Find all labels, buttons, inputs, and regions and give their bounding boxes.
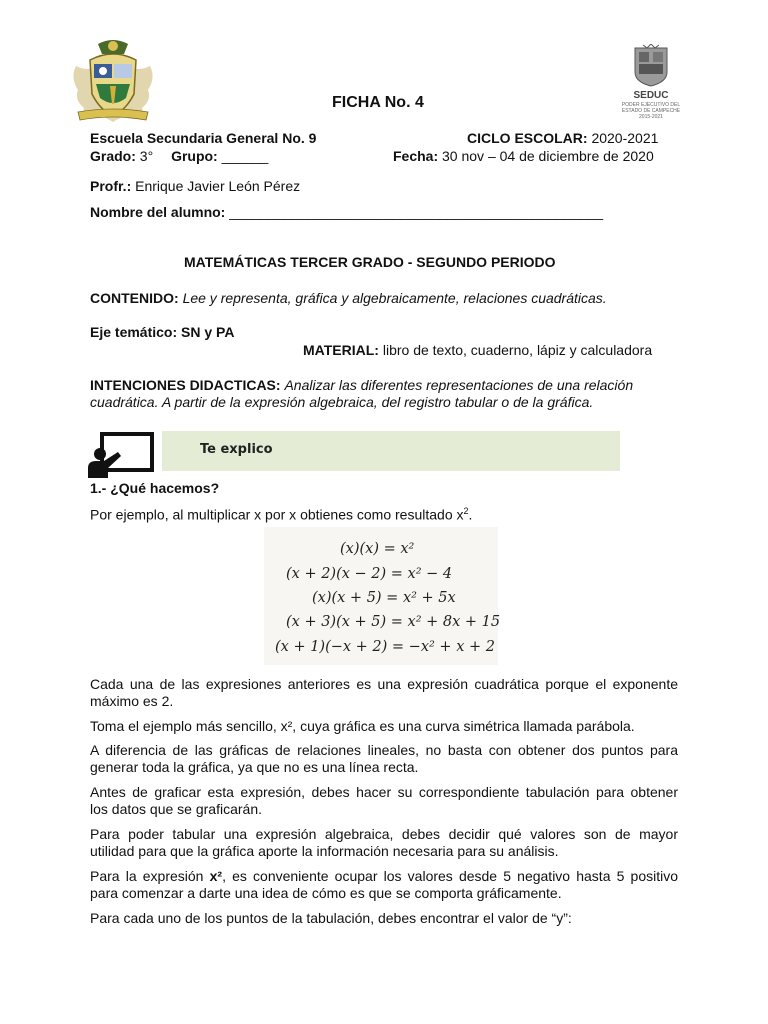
grado-grupo bbox=[90, 148, 268, 165]
profr bbox=[90, 178, 300, 195]
grado-value: 3° bbox=[139, 148, 154, 164]
seduc-logo-text: SEDUC bbox=[633, 90, 669, 101]
ciclo-label: CICLO ESCOLAR: bbox=[467, 130, 588, 146]
paragraph-1 bbox=[90, 676, 678, 710]
section-heading: 1.- ¿Qué hacemos? bbox=[90, 480, 220, 496]
paragraph-2: Toma el ejemplo más sencillo, x², cuya gráfica es una curva simétrica llamada parábola. bbox=[90, 718, 635, 734]
p3-line2: generar toda la gráfica, ya que no es una línea recta. bbox=[90, 759, 419, 775]
alumno-value: ________________________________________________ bbox=[229, 204, 603, 220]
intenciones-label: INTENCIONES DIDACTICAS: bbox=[90, 377, 281, 393]
contenido-label: CONTENIDO: bbox=[90, 290, 179, 306]
alumno-label: Nombre del alumno: bbox=[90, 204, 226, 220]
intro-sup: 2 bbox=[463, 506, 469, 516]
profr-label: Profr.: bbox=[90, 178, 132, 194]
p6-line1 bbox=[90, 868, 678, 885]
subject-title: MATEMÁTICAS TERCER GRADO - SEGUNDO PERIODO bbox=[184, 254, 556, 270]
p6-bold: x² bbox=[209, 868, 223, 884]
school-crest-icon bbox=[68, 38, 158, 126]
intenciones-line1: Analizar las diferentes representaciones de una relación bbox=[284, 377, 634, 393]
paragraph-3 bbox=[90, 742, 678, 776]
intenciones bbox=[90, 377, 678, 411]
p5-line2: utilidad para que la gráfica aporte la información necesaria para su análisis. bbox=[90, 843, 559, 859]
eje-tematico: Eje temático: SN y PA bbox=[90, 324, 235, 340]
equation-5: (x + 1)(−x + 2) = −x² + x + 2 bbox=[275, 639, 495, 655]
p3-line1: A diferencia de las gráficas de relaciones lineales, no basta con obtener dos puntos para bbox=[90, 742, 678, 758]
p1-line2: máximo es 2. bbox=[90, 693, 174, 709]
fecha-label: Fecha: bbox=[393, 148, 439, 164]
page-title: FICHA No. 4 bbox=[332, 94, 424, 111]
equation-4: (x + 3)(x + 5) = x² + 8x + 15 bbox=[286, 614, 501, 630]
equations-image bbox=[264, 527, 501, 665]
intro-main: Por ejemplo, al multiplicar x por x obtienes como resultado x bbox=[90, 506, 464, 523]
grupo-value: ______ bbox=[221, 148, 269, 164]
fecha bbox=[393, 148, 654, 165]
intro-end: . bbox=[468, 506, 473, 523]
p5-line1: Para poder tabular una expresión algebraica, debes decidir qué valores son de mayor bbox=[90, 826, 678, 842]
equation-3: (x)(x + 5) = x² + 5x bbox=[312, 590, 456, 606]
equation-2: (x + 2)(x − 2) = x² − 4 bbox=[286, 566, 453, 582]
fecha-value: 30 nov – 04 de diciembre de 2020 bbox=[442, 148, 654, 164]
paragraph-7: Para cada uno de los puntos de la tabulación, debes encontrar el valor de “y”: bbox=[90, 910, 572, 926]
p6-pre: Para la expresión bbox=[90, 868, 204, 884]
te-explico-label: Te explico bbox=[200, 442, 273, 457]
ciclo-value: 2020-2021 bbox=[591, 130, 659, 146]
school-name: Escuela Secundaria General No. 9 bbox=[90, 130, 317, 146]
paragraph-5 bbox=[90, 826, 678, 860]
material bbox=[303, 342, 652, 359]
seduc-subtext: PODER EJECUTIVO DEL ESTADO DE CAMPECHE 2015-2021 bbox=[621, 102, 681, 120]
grupo-label: Grupo: bbox=[171, 148, 218, 164]
ciclo-escolar bbox=[467, 130, 658, 147]
contenido bbox=[90, 290, 607, 307]
intenciones-line2: cuadrática. A partir de la expresión algebraica, del registro tabular o de la gráfica. bbox=[90, 394, 594, 410]
p4-line2: los datos que se graficarán. bbox=[90, 801, 262, 817]
p4-line1: Antes de graficar esta expresión, debes hacer su correspondiente tabulación para obtener bbox=[90, 784, 678, 800]
material-label: MATERIAL: bbox=[303, 342, 379, 358]
p6-rest: , es conveniente ocupar los valores desde 5 negativo hasta 5 positivo bbox=[222, 868, 679, 884]
paragraph-6 bbox=[90, 868, 678, 902]
contenido-value: Lee y representa, gráfica y algebraicamente, relaciones cuadráticas. bbox=[182, 290, 607, 306]
grado-label: Grado: bbox=[90, 148, 136, 164]
p1-line1: Cada una de las expresiones anteriores es una expresión cuadrática porque el exponente bbox=[90, 676, 678, 692]
nombre-alumno bbox=[90, 204, 603, 221]
intro-text bbox=[90, 503, 472, 524]
material-value: libro de texto, cuaderno, lápiz y calculadora bbox=[382, 342, 653, 358]
profr-value: Enrique Javier León Pérez bbox=[135, 178, 301, 194]
p6-line2: para comenzar a darte una idea de cómo es que se comporta gráficamente. bbox=[90, 885, 562, 901]
teacher-board-icon bbox=[88, 430, 156, 478]
paragraph-4 bbox=[90, 784, 678, 818]
seduc-logo-icon bbox=[616, 44, 686, 128]
equation-1: (x)(x) = x² bbox=[340, 541, 415, 557]
te-explico-banner[interactable] bbox=[162, 431, 620, 471]
